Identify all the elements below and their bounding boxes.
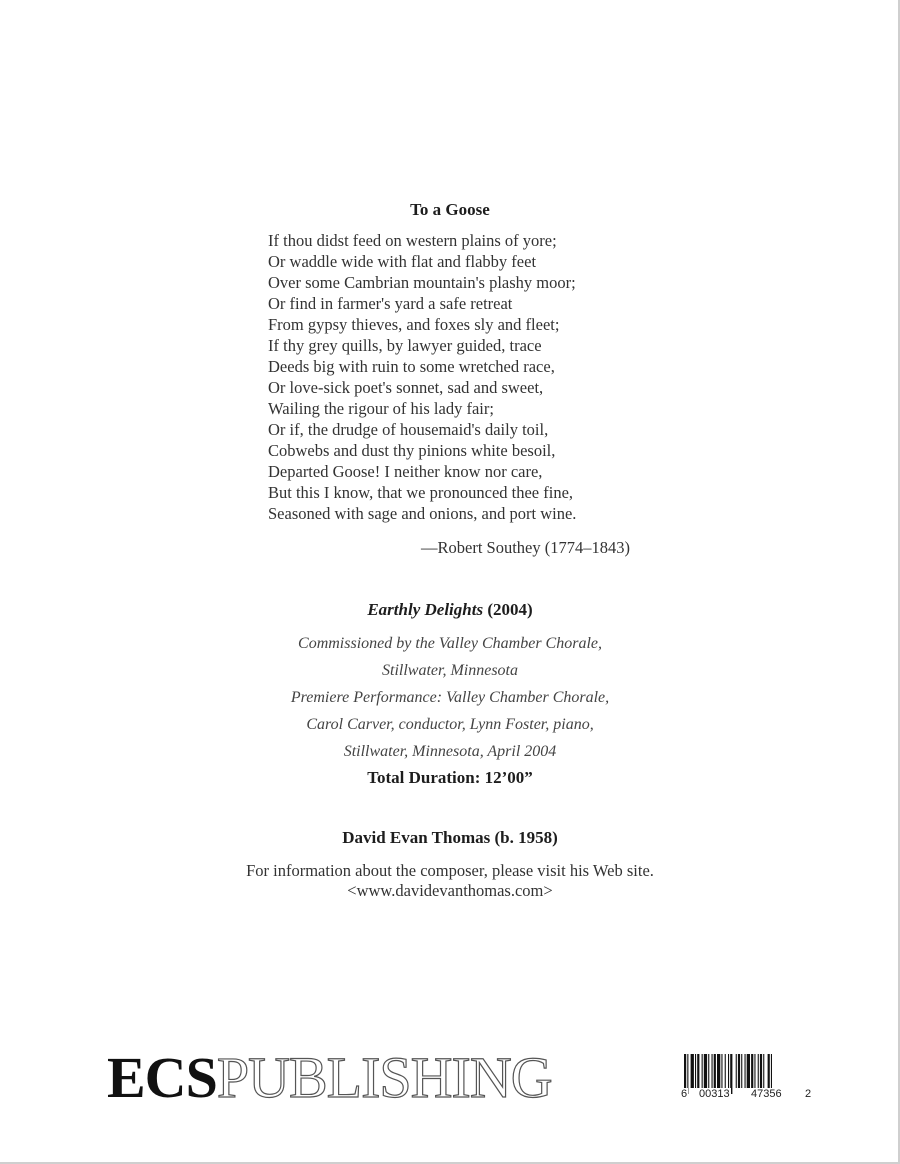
poem-line: Wailing the rigour of his lady fair;	[268, 399, 494, 418]
poem-line: If thy grey quills, by lawyer guided, trace	[268, 336, 542, 355]
work-year: (2004)	[487, 600, 533, 619]
barcode-bar	[741, 1054, 742, 1088]
barcode-bar	[704, 1054, 707, 1088]
barcode-bar	[721, 1054, 722, 1088]
poem-line: If thou didst feed on western plains of yore;	[268, 231, 557, 250]
barcode-bar	[754, 1054, 755, 1088]
composer-name: David Evan Thomas (b. 1958)	[342, 828, 558, 847]
ecs-publishing-logo	[107, 1046, 552, 1110]
barcode-bar	[708, 1054, 709, 1088]
barcode-bar	[717, 1054, 720, 1088]
poem-line: Or find in farmer's yard a safe retreat	[268, 294, 513, 313]
barcode-bar	[712, 1054, 713, 1088]
work-notes	[0, 630, 900, 765]
work-title	[0, 600, 900, 620]
poem-line: Or love-sick poet's sonnet, sad and sweet,	[268, 378, 544, 397]
work-note-line: Stillwater, Minnesota, April 2004	[343, 743, 557, 760]
work-note-line: Commissioned by the Valley Chamber Chorale,	[298, 635, 602, 652]
poem-line: Deeds big with ruin to some wretched race,	[268, 357, 555, 376]
poem-line: But this I know, that we pronounced thee fine,	[268, 483, 574, 502]
poem-line: Departed Goose! I neither know nor care,	[268, 462, 543, 481]
barcode-bar	[751, 1054, 753, 1088]
barcode-bar	[736, 1054, 737, 1088]
work-note-line: Premiere Performance: Valley Chamber Chorale,	[290, 689, 610, 706]
barcode-bar	[745, 1054, 746, 1088]
poem-attribution: —Robert Southey (1774–1843)	[421, 538, 630, 557]
barcode-bar	[695, 1054, 696, 1088]
barcode-bar	[725, 1054, 726, 1088]
barcode-bar	[758, 1054, 759, 1088]
barcode-digits-group1: 00313	[699, 1088, 730, 1100]
total-duration: Total Duration: 12’00”	[367, 768, 533, 787]
barcode-bar	[697, 1054, 699, 1088]
barcode-bar	[728, 1054, 729, 1088]
poem-line: Or waddle wide with flat and flabby feet	[268, 252, 537, 271]
composer-info-text: For information about the composer, please visit his Web site.	[246, 861, 654, 880]
barcode-digit-left: 6	[681, 1088, 688, 1100]
barcode-digit-right: 2	[805, 1088, 812, 1100]
barcode-bar	[714, 1054, 716, 1088]
work-note-line: Stillwater, Minnesota	[382, 662, 518, 679]
composer-info	[0, 861, 900, 901]
barcode-bar	[760, 1054, 762, 1088]
barcode-bar	[763, 1054, 764, 1088]
barcode-bar	[747, 1054, 750, 1088]
composer-website-link[interactable]: <www.davidevanthomas.com>	[347, 881, 553, 900]
barcode-bar	[702, 1054, 703, 1088]
barcode-bar	[768, 1054, 770, 1088]
logo-publishing: PUBLISHING	[216, 1045, 552, 1110]
barcode-digits	[680, 1088, 812, 1102]
work-title-text: Earthly Delights	[367, 600, 484, 619]
poem-lines	[268, 230, 688, 524]
poem-line: From gypsy thieves, and foxes sly and fleet;	[268, 315, 560, 334]
poem-line: Cobwebs and dust thy pinions white besoil,	[268, 441, 556, 460]
poem-title: To a Goose	[410, 200, 490, 219]
barcode-digits-group2: 47356	[751, 1088, 782, 1100]
poem-line: Or if, the drudge of housemaid's daily toil,	[268, 420, 549, 439]
barcode-bar	[691, 1054, 694, 1088]
poem-line: Seasoned with sage and onions, and port wine.	[268, 504, 577, 523]
poem-line: Over some Cambrian mountain's plashy moor;	[268, 273, 576, 292]
work-note-line: Carol Carver, conductor, Lynn Foster, piano,	[306, 716, 594, 733]
barcode-bar	[738, 1054, 740, 1088]
logo-ecs: ECS	[107, 1045, 217, 1110]
